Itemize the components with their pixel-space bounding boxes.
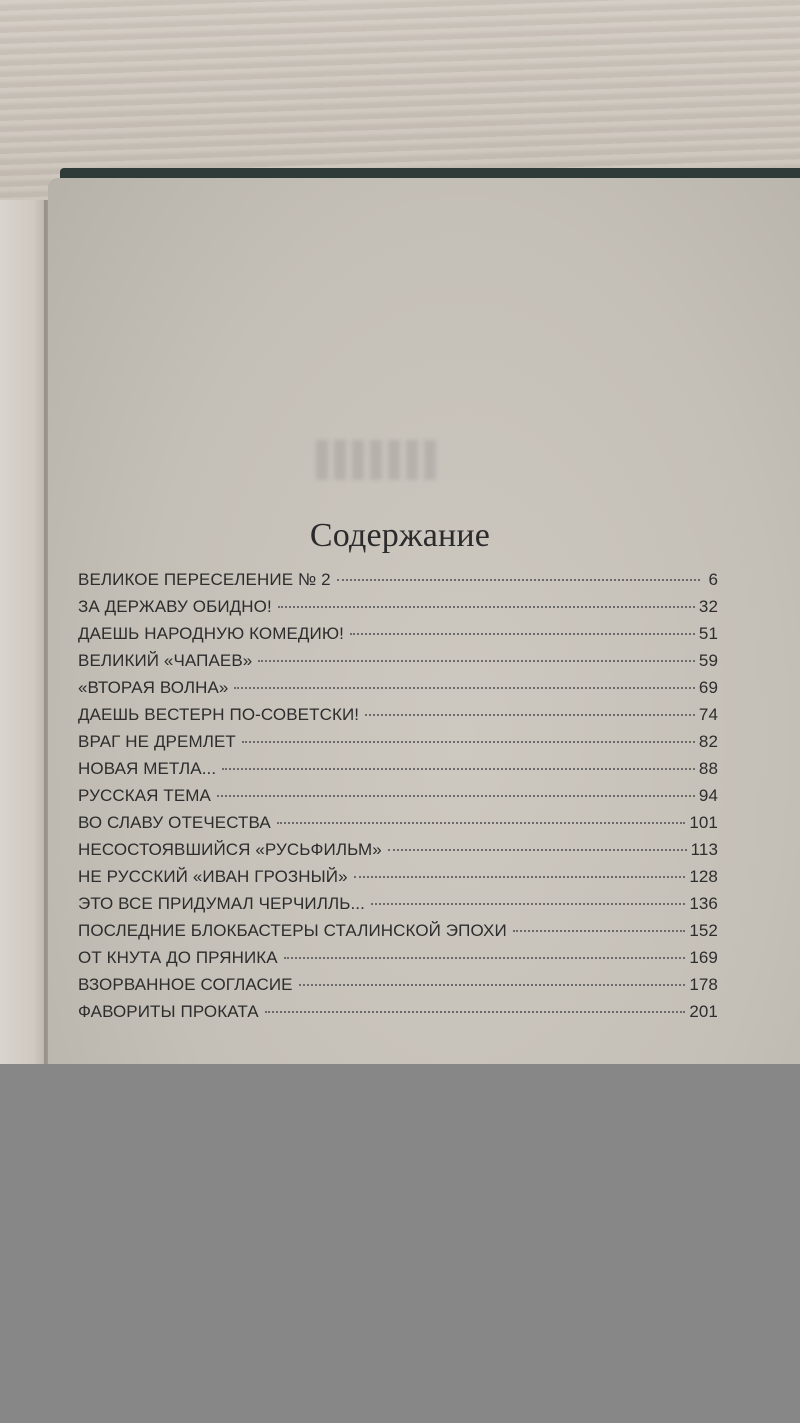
toc-entry-page: 88 [698,759,718,778]
toc-entry-title: ВО СЛАВУ ОТЕЧЕСТВА [78,813,271,832]
toc-entry [78,975,718,1002]
dot-leader [234,687,694,689]
toc-entry-title: НЕ РУССКИЙ «ИВАН ГРОЗНЫЙ» [78,867,348,886]
toc-entry [78,948,718,975]
toc-entry-title: ФАВОРИТЫ ПРОКАТА [78,1002,259,1021]
toc-entry-title: ОТ КНУТА ДО ПРЯНИКА [78,948,278,967]
dot-leader [513,930,686,932]
toc-entry [78,867,718,894]
toc-entry-title: ЗА ДЕРЖАВУ ОБИДНО! [78,597,272,616]
dot-leader [354,876,686,878]
dot-leader [242,741,695,743]
toc-entry-title: ДАЕШЬ ВЕСТЕРН ПО-СОВЕТСКИ! [78,705,360,724]
toc-entry-page: 6 [708,570,718,589]
toc-entry-page: 169 [689,948,718,967]
dot-leader [258,660,695,662]
toc-entry [78,786,718,813]
toc-entry [78,840,718,867]
toc-entry-title: ВЗОРВАННОЕ СОГЛАСИЕ [78,975,293,994]
toc-entry-title: ВЕЛИКОЕ ПЕРЕСЕЛЕНИЕ № 2 [78,570,331,589]
dot-leader [277,822,685,824]
dot-leader [350,633,695,635]
table-of-contents [78,570,718,1029]
toc-entry [78,597,718,624]
toc-entry-page: 178 [689,975,718,994]
toc-entry-page: 136 [689,894,718,913]
dot-leader [265,1011,686,1013]
toc-entry-page: 74 [698,705,718,724]
toc-entry [78,570,718,597]
toc-entry [78,813,718,840]
toc-entry [78,732,718,759]
toc-entry-page: 51 [698,624,718,643]
toc-entry-page: 69 [698,678,718,697]
toc-entry-page: 152 [689,921,718,940]
toc-entry-title: ЭТО ВСЕ ПРИДУМАЛ ЧЕРЧИЛЛЬ... [78,894,365,913]
toc-entry [78,624,718,651]
toc-entry-title: ДАЕШЬ НАРОДНУЮ КОМЕДИЮ! [78,624,344,643]
toc-entry-page: 113 [690,840,718,859]
toc-entry-title: РУССКАЯ ТЕМА [78,786,211,805]
toc-entry-page: 82 [698,732,718,751]
dot-leader [284,957,686,959]
toc-entry-page: 101 [689,813,718,832]
toc-heading: Содержание [309,517,491,554]
show-through-text [316,440,436,480]
toc-entry-page: 201 [689,1002,718,1021]
toc-entry-title: НЕСОСТОЯВШИЙСЯ «РУСЬФИЛЬМ» [78,840,382,859]
dot-leader [222,768,695,770]
toc-entry [78,1002,718,1029]
redacted-area [0,1064,800,1423]
toc-entry-page: 94 [698,786,718,805]
toc-entry-page: 32 [698,597,718,616]
toc-entry-title: ВЕЛИКИЙ «ЧАПАЕВ» [78,651,253,670]
toc-entry [78,921,718,948]
toc-entry-page: 128 [689,867,718,886]
toc-entry [78,894,718,921]
toc-entry-page: 59 [698,651,718,670]
toc-entry-title: «ВТОРАЯ ВОЛНА» [78,678,229,697]
toc-entry [78,759,718,786]
dot-leader [388,849,687,851]
dot-leader [278,606,695,608]
dot-leader [337,579,700,581]
dot-leader [299,984,686,986]
dot-leader [371,903,685,905]
toc-entry-title: ПОСЛЕДНИЕ БЛОКБАСТЕРЫ СТАЛИНСКОЙ ЭПОХИ [78,921,507,940]
toc-entry-title: НОВАЯ МЕТЛА... [78,759,217,778]
dot-leader [365,714,695,716]
dot-leader [217,795,695,797]
toc-entry [78,651,718,678]
toc-entry-title: ВРАГ НЕ ДРЕМЛЕТ [78,732,236,751]
toc-entry [78,705,718,732]
toc-entry [78,678,718,705]
